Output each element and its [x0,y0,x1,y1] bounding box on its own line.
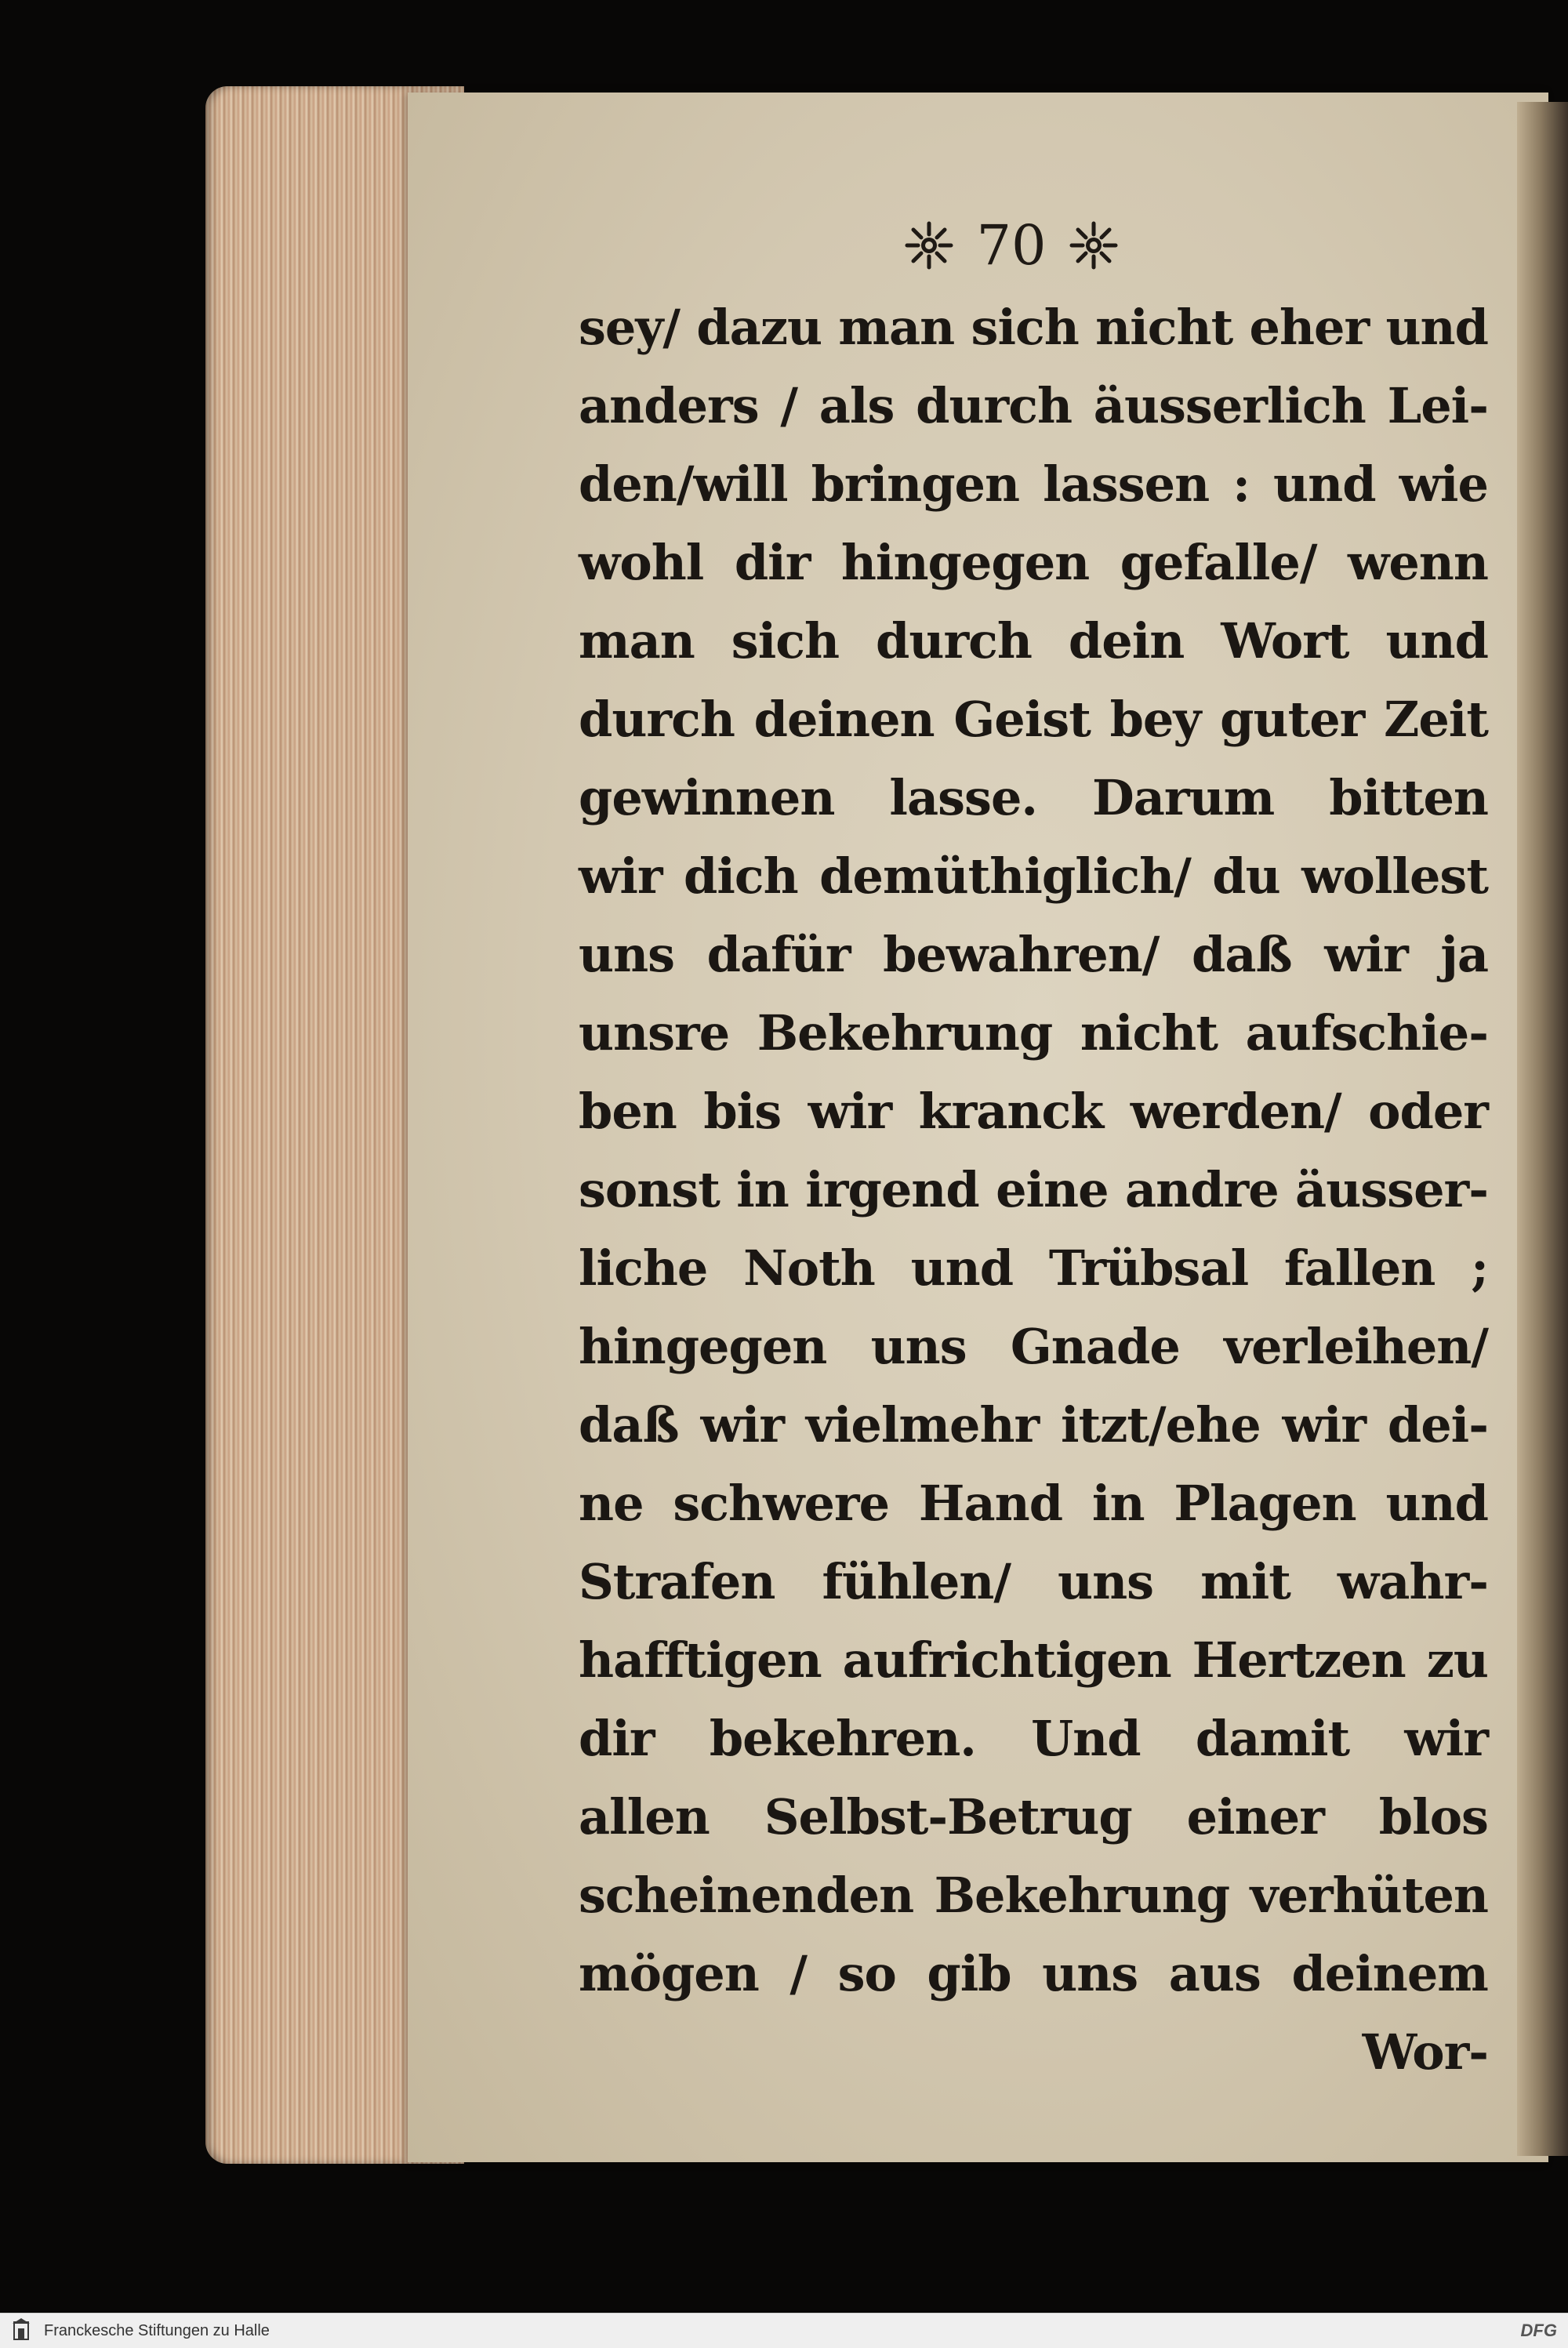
text-line: allen Selbst-Betrug einer blos [579,1788,1488,1845]
text-line: dir bekehren. Und damit wir [579,1710,1488,1767]
funder-logo: DFG [1520,2321,1557,2340]
institution-logo-icon [6,2316,36,2346]
text-line: liche Noth und Trübsal fallen ; [579,1239,1488,1297]
flower-ornament-icon [904,220,954,270]
text-line: mögen / so gib uns aus deinem [579,1945,1488,2002]
text-line: unsre Bekehrung nicht aufschie- [579,1004,1488,1061]
text-line: durch deinen Geist bey guter Zeit [579,691,1488,748]
text-line: gewinnen lasse. Darum bitten [579,769,1488,826]
text-line: daß wir vielmehr itzt/ehe wir dei- [579,1396,1488,1453]
text-line: ne schwere Hand in Plagen und [579,1475,1488,1532]
text-line: ben bis wir kranck werden/ oder [579,1083,1488,1140]
flower-ornament-icon [1069,220,1119,270]
book-gutter [1517,102,1568,2156]
catchword: Wor- [1362,2023,1488,2081]
footer-attribution [0,2316,270,2346]
text-line: anders / als durch äusserlich Lei- [579,377,1488,434]
body-text [579,289,1488,2092]
text-line: den/will bringen lassen : und wie [579,455,1488,513]
text-line: man sich durch dein Wort und [579,612,1488,670]
institution-name: Franckesche Stiftungen zu Halle [44,2321,270,2339]
page-header [886,210,1137,281]
text-line: sonst in irgend eine andre äusser- [579,1161,1488,1218]
text-line: sey/ dazu man sich nicht eher und [579,299,1488,356]
text-line: wir dich demüthiglich/ du wollest [579,847,1488,905]
page-number: 70 [976,213,1047,278]
text-line: scheinenden Bekehrung verhüten [579,1867,1488,1924]
viewer-footer [0,2313,1568,2348]
text-line: hafftigen aufrichtigen Hertzen zu [579,1631,1488,1689]
text-line: Strafen fühlen/ uns mit wahr- [579,1553,1488,1610]
text-line: uns dafür bewahren/ daß wir ja [579,926,1488,983]
text-line: hingegen uns Gnade verleihen/ [579,1318,1488,1375]
text-line: wohl dir hingegen gefalle/ wenn [579,534,1488,591]
